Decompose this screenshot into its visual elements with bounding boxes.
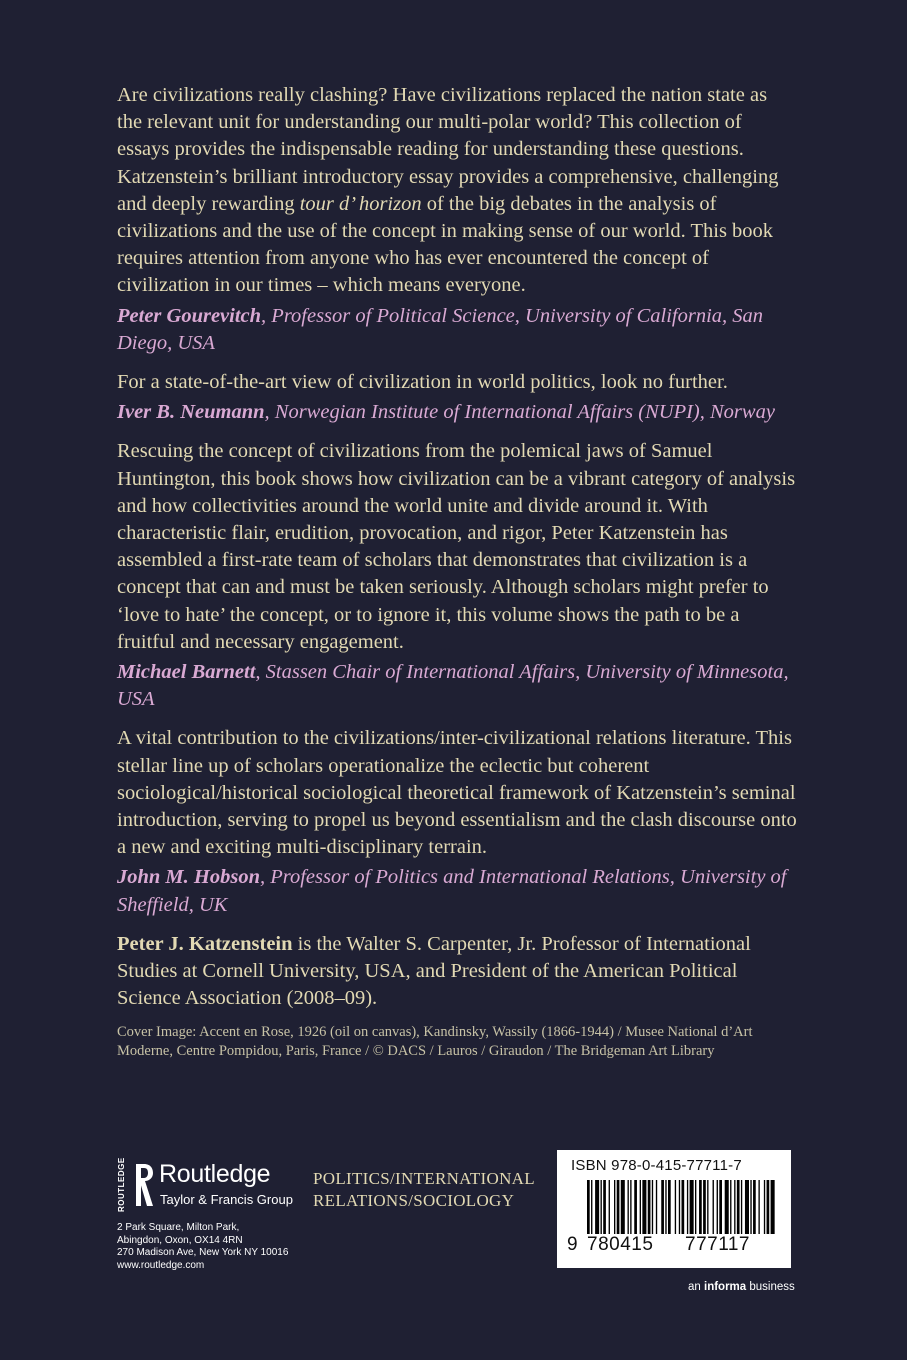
reviewer-affiliation: , Professor of Political Science, University of California, San Diego, USA [117,304,764,354]
barcode-bar [679,1180,680,1234]
isbn-label: ISBN 978-0-415-77711-7 [571,1157,742,1174]
barcode-bar [737,1180,740,1234]
barcode-bar [745,1180,749,1234]
cover-image-credit: Cover Image: Accent en Rose, 1926 (oil on canvas), Kandinsky, Wassily (1866-1944) / Musee National d’Art Moderne, Centre Pompidou, Paris, France / © DACS / Lauros / Giraudon / The Bridgeman Art Library [117,1023,753,1059]
isbn-barcode-box [557,1150,791,1268]
barcode-bar [648,1180,651,1234]
review-1-text: Are civilizations really clashing? Have civilizations replaced the nation state as the relevant unit for understanding our multi-polar world? This collection of essays provides the indispensable reading for understanding these questions. Katzenstein’s brilliant introductory essay provides a comprehensive, challenging and deeply rewarding tour d’ horizon of the big debates in the analysis of civilizations and the use of the concept in making sense of our world. This book requires attention from anyone who has ever encountered the concept of civilization in our times – which means everyone. [117,84,779,297]
barcode-bar [690,1180,694,1234]
review-3-text: Rescuing the concept of civilizations from the polemical jaws of Samuel Huntington, this book shows how civilization can be a vibrant category of analysis and how collectivities around the world unite and divide around it. With characteristic flair, erudition, provocation, and rigor, Peter Katzenstein has assembled a first-rate team of scholars that demonstrates that civilization is a concept that can and must be taken seriously. Although scholars might prefer to ‘love to hate’ the concept, or to ignore it, this volume shows the path to be a fruitful and necessary engagement. [117,440,796,653]
reviewer-affiliation: , Stassen Chair of International Affairs, University of Minnesota, USA [117,661,789,711]
barcode-bar [642,1180,646,1234]
barcode-bar [753,1180,756,1234]
informa-business-label: an informa business [688,1281,795,1293]
barcode-bar [730,1180,731,1234]
reviewer-name: Michael Barnett [117,661,256,684]
back-cover-text [117,82,797,1061]
address-line: 2 Park Square, Milton Park, [117,1222,240,1233]
publisher-website: www.routledge.com [117,1259,205,1271]
routledge-logo [117,1158,307,1214]
barcode-bar [665,1180,666,1234]
barcode-bar [617,1180,620,1234]
barcode-bar [699,1180,702,1234]
barcode-bar [628,1180,629,1234]
barcode-bar [621,1180,625,1234]
barcode-bar [640,1180,641,1234]
barcode-bar [771,1180,775,1234]
barcode-bar [687,1180,688,1234]
publisher-name: Routledge [159,1160,271,1188]
routledge-vertical-label: ROUTLEDGE [117,1157,126,1212]
subject-category [313,1168,535,1212]
barcode-bar [703,1180,706,1234]
barcode-bar [587,1180,590,1234]
barcode-bar [734,1180,735,1234]
review-1-attribution [117,303,797,357]
barcode-bar [652,1180,653,1234]
barcode-bar [750,1180,751,1234]
review-3-attribution [117,659,797,713]
reviewer-name: Peter Gourevitch [117,304,262,327]
barcode-bar [764,1180,765,1234]
publisher-address [117,1222,288,1272]
routledge-r-icon [133,1160,155,1210]
barcode-bar [758,1180,759,1234]
barcode-bar [668,1180,671,1234]
barcode-bar [695,1180,696,1234]
author-bio: Peter J. Katzenstein is the Walter S. Carpenter, Jr. Professor of International Studies at Cornell University, USA, and President of the American Political Science Association (2008–09). [117,932,751,1010]
barcode-bar [675,1180,676,1234]
isbn-digits [567,1234,787,1256]
barcode-bar [767,1180,770,1234]
barcode-bar [661,1180,664,1234]
category-line: RELATIONS/SOCIOLOGY [313,1191,515,1210]
barcode-bar [707,1180,708,1234]
reviewer-affiliation: , Professor of Politics and International Relations, University of Sheffield, UK [117,866,787,916]
isbn-digit-group: 9 [567,1234,579,1255]
reviewer-name: Iver B. Neumann [117,401,265,424]
barcode-bar [725,1180,729,1234]
barcode-bar [595,1180,599,1234]
barcode-bar [713,1180,714,1234]
category-line: POLITICS/INTERNATIONAL [313,1169,535,1188]
review-2-text: For a state-of-the-art view of civilization in world politics, look no further. [117,371,728,394]
barcode-bar [741,1180,742,1234]
review-2-attribution [117,399,797,426]
barcode-bar [656,1180,657,1234]
reviewer-name: John M. Hobson [117,866,260,889]
barcode-bar [717,1180,718,1234]
barcode-bar [719,1180,722,1234]
publisher-group: Taylor & Francis Group [160,1192,293,1207]
review-4-text: A vital contribution to the civilizations/inter-civilizational relations literature. This stellar line up of scholars operationalize the eclectic but coherent sociological/historical sociological theoretical framework of Katzenstein’s seminal introduction, serving to propel us beyond essentialism and the clash discourse onto a new and exciting multi-disciplinary terrain. [117,727,797,859]
isbn-digit-group: 777117 [685,1234,750,1255]
barcode-bar [591,1180,592,1234]
barcode-bar [603,1180,606,1234]
barcode-bar [634,1180,637,1234]
barcode-bar [601,1180,602,1234]
barcode-bar [682,1180,685,1234]
review-4-attribution [117,864,797,918]
isbn-digit-group: 780415 [587,1234,654,1255]
address-line: 270 Madison Ave, New York NY 10016 [117,1247,289,1258]
barcode-bar [614,1180,615,1234]
author-name: Peter J. Katzenstein [117,932,293,955]
barcode-bar [609,1180,610,1234]
reviewer-affiliation: , Norwegian Institute of International Affairs (NUPI), Norway [264,401,775,424]
address-line: Abingdon, Oxon, OX14 4RN [117,1234,243,1246]
barcode-bar [630,1180,631,1234]
